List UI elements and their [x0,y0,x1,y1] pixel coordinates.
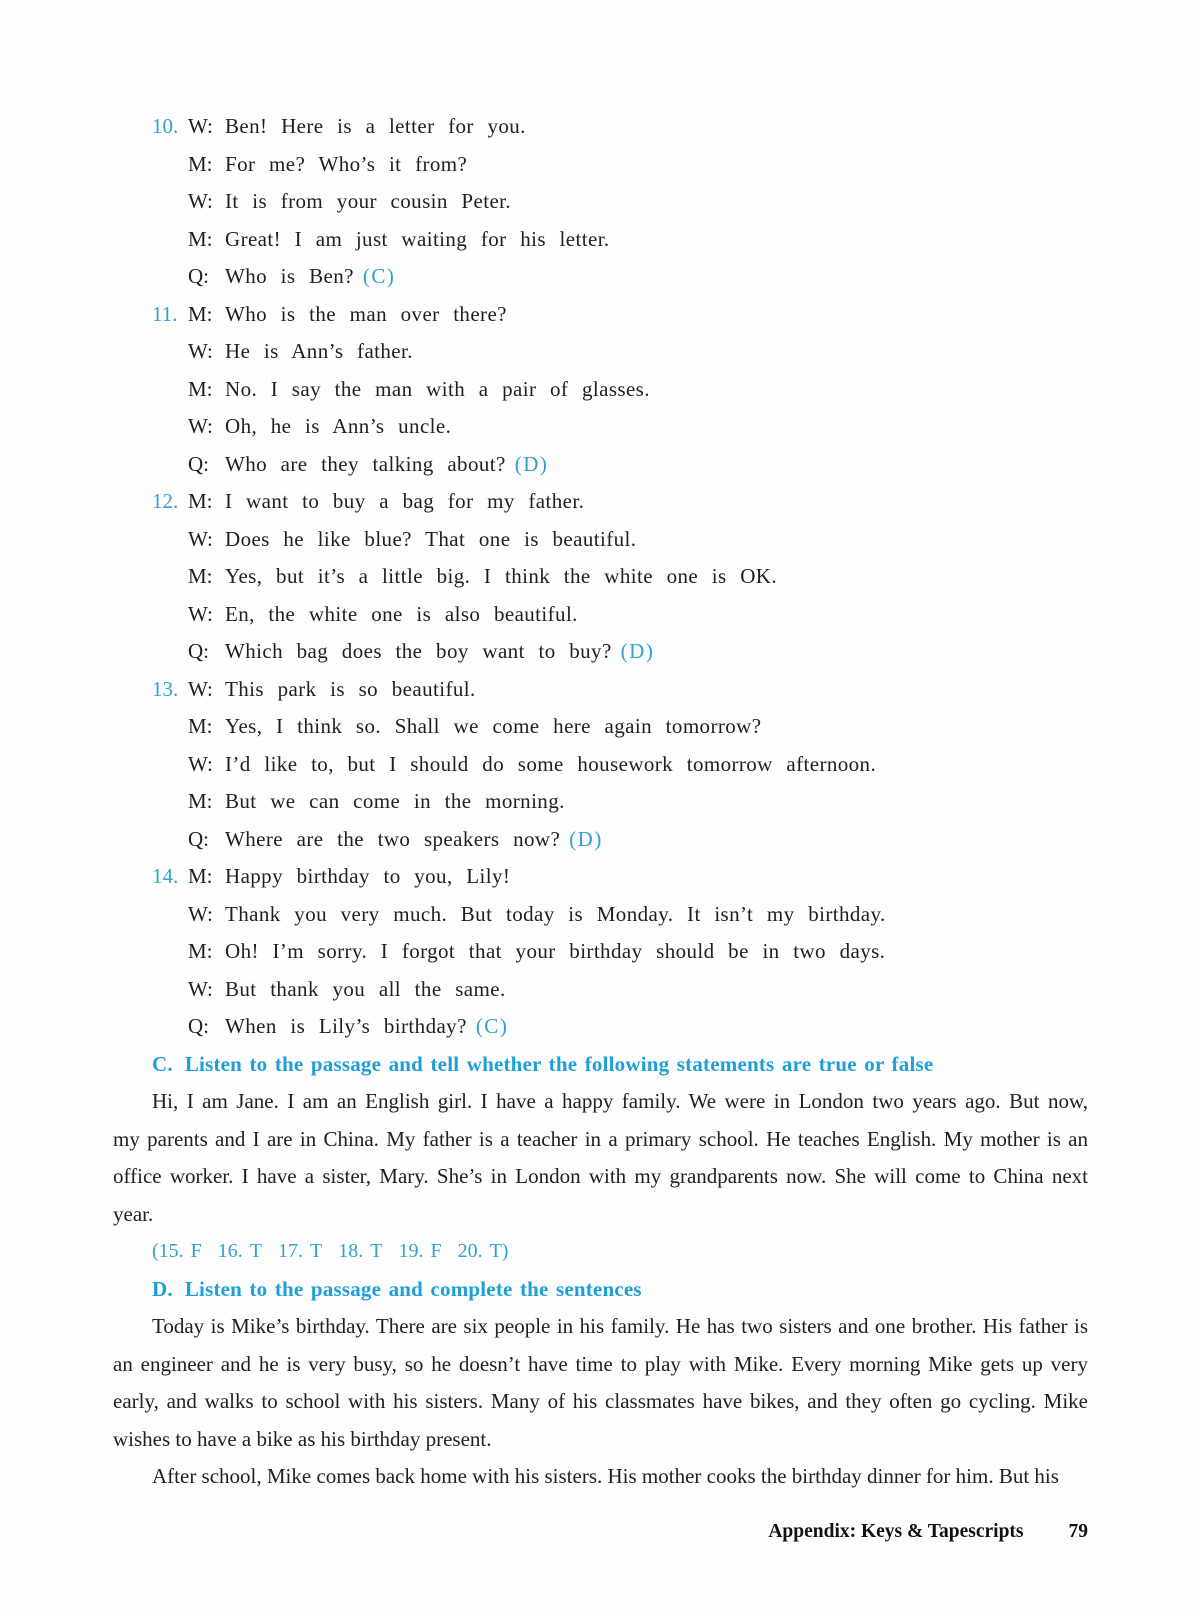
page-footer [768,1521,1088,1543]
dialogue-text: Where are the two speakers now? (D) [225,826,603,851]
dialogue-text: But thank you all the same. [225,976,506,1001]
passage-line: After school, Mike comes back home with his sisters. His mother cooks the birthday dinner for him. But his [152,1464,1059,1488]
dialogue-line [113,296,1088,334]
speaker-label: Q: [188,1014,209,1038]
answer-key-item [458,1240,502,1262]
dialogue-line [113,783,1088,821]
dialogue-text: Oh! I’m sorry. I forgot that your birthday should be in two days. [225,939,886,963]
dialogue-text: For me? Who’s it from? [225,151,468,176]
answer-key-item [398,1240,441,1262]
dialogue-line [113,671,1088,709]
passage-line: Today is Mike’s birthday. There are six people in his family. He has two sisters and one brother. His father is [152,1314,1088,1338]
dialogue-line [113,521,1088,559]
dialogue-line [113,108,1088,146]
speaker-label: W: [188,526,213,551]
section-c-label: C. [152,1051,173,1076]
answer-key-item [338,1240,382,1262]
dialogue-text: But we can come in the morning. [225,789,565,813]
dialogue-item [113,483,1088,671]
passage-c [113,1083,1088,1233]
speaker-label: M: [188,939,213,963]
speaker-label: W: [188,901,213,926]
speaker-label: W: [188,676,213,701]
dialogue-line [113,746,1088,784]
passage-line: Hi, I am Jane. I am an English girl. I have a happy family. We were in London two years ago. But now, [152,1089,1088,1113]
answer-badge: (C) [362,264,396,288]
dialogue-text: It is from your cousin Peter. [225,189,512,213]
speaker-label: W: [188,751,213,776]
speaker-label: W: [188,601,213,626]
dialogue-line [113,258,1088,296]
dialogue-line [113,221,1088,259]
section-d-label: D. [152,1276,173,1301]
footer-label: Appendix: Keys & Tapescripts [768,1521,1024,1542]
close-paren: ) [501,1240,509,1262]
dialogue-line [113,446,1088,484]
passage-line: early, and walks to school with his sisters. Many of his classmates have bikes, and they often go cycling. Mike [113,1389,1088,1413]
speaker-label: W: [188,339,213,363]
dialogue-item [113,108,1088,296]
dialogue-line [113,821,1088,859]
dialogue-item [113,671,1088,859]
answer-badge: (C) [475,1014,509,1038]
dialogues-section [113,108,1088,1046]
speaker-label: M: [188,564,213,588]
speaker-label: Q: [188,639,209,663]
dialogue-line [113,333,1088,371]
dialogue-number: 12. [152,489,179,513]
speaker-label: M: [188,226,213,251]
speaker-label: Q: [188,451,209,476]
dialogue-number: 13. [152,676,179,701]
passage-d-paragraph-1 [113,1308,1088,1458]
dialogue-line [113,633,1088,671]
section-c-heading [113,1046,1088,1084]
section-c-title: Listen to the passage and tell whether the following statements are true or false [184,1051,934,1076]
answer-badge: (D) [620,639,655,663]
dialogue-line [113,858,1088,896]
speaker-label: M: [188,714,213,738]
speaker-label: M: [188,489,213,513]
answer-key-number: 18. [338,1240,364,1262]
answer-key-line [113,1233,1088,1271]
answer-key-number: 19. [398,1240,424,1262]
dialogue-text: Who is Ben? (C) [225,264,396,288]
dialogue-line [113,933,1088,971]
dialogue-line [113,371,1088,409]
passage-line: office worker. I have a sister, Mary. She’s in London with my grandparents now. She will come to China next [113,1164,1088,1188]
dialogue-text: Does he like blue? That one is beautiful. [225,526,637,551]
answer-key-number: 16. [217,1240,243,1262]
passage-line: an engineer and he is very busy, so he doesn’t have time to play with Mike. Every morning Mike gets up very [113,1351,1088,1376]
dialogue-number: 14. [152,864,179,888]
dialogue-line [113,708,1088,746]
dialogue-line [113,558,1088,596]
answer-key-number: 17. [278,1240,304,1262]
speaker-label: W: [188,976,213,1001]
dialogue-text: Oh, he is Ann’s uncle. [225,414,452,438]
dialogue-text: Who is the man over there? [225,301,507,326]
dialogue-text: Yes, but it’s a little big. I think the white one is OK. [225,564,777,588]
answer-key-value: F [430,1240,442,1262]
section-d-heading [113,1271,1088,1309]
speaker-label: W: [188,189,213,213]
dialogue-text: Who are they talking about? (D) [225,451,549,476]
dialogue-text: Which bag does the boy want to buy? (D) [225,639,655,663]
answer-key-value: T [310,1240,323,1262]
speaker-label: Q: [188,826,209,851]
dialogue-line [113,146,1088,184]
dialogue-text: He is Ann’s father. [225,339,413,363]
page-number: 79 [1068,1521,1088,1542]
dialogue-number: 10. [152,114,179,138]
answer-badge: (D) [514,451,549,476]
speaker-label: M: [188,864,213,888]
passage-d-paragraph-2 [113,1458,1088,1496]
dialogue-text: Happy birthday to you, Lily! [225,864,511,888]
dialogue-line [113,971,1088,1009]
answer-key-item [278,1240,322,1262]
dialogue-text: Ben! Here is a letter for you. [225,114,526,138]
passage-line: wishes to have a bike as his birthday present. [113,1426,492,1451]
speaker-label: M: [188,151,213,176]
speaker-label: W: [188,114,213,138]
answer-key-value: T [489,1240,502,1262]
dialogue-text: When is Lily’s birthday? (C) [225,1014,509,1038]
dialogue-line [113,183,1088,221]
passage-line: my parents and I are in China. My father is a teacher in a primary school. He teaches English. My mother is an [113,1126,1088,1151]
dialogue-text: This park is so beautiful. [225,676,476,701]
open-paren: ( [152,1240,159,1262]
dialogue-line [113,596,1088,634]
dialogue-line [113,1008,1088,1046]
passage-line: year. [113,1201,154,1226]
speaker-label: M: [188,789,213,813]
answer-key-value: F [190,1240,202,1262]
speaker-label: M: [188,301,213,326]
answer-key-number: 15. [158,1240,184,1262]
dialogue-line [113,408,1088,446]
dialogue-item [113,858,1088,1046]
dialogue-line [113,896,1088,934]
dialogue-number: 11. [152,301,178,326]
dialogue-text: I want to buy a bag for my father. [225,489,585,513]
section-d-title: Listen to the passage and complete the sentences [184,1276,642,1301]
dialogue-text: Yes, I think so. Shall we come here again tomorrow? [225,714,762,738]
dialogue-text: Great! I am just waiting for his letter. [225,226,610,251]
speaker-label: W: [188,414,213,438]
dialogue-text: En, the white one is also beautiful. [225,601,578,626]
answer-key-item [218,1240,262,1262]
answer-key-value: T [370,1240,383,1262]
speaker-label: M: [188,376,213,401]
answer-badge: (D) [569,826,603,851]
content-column [113,108,1088,1496]
answer-key-item [159,1240,202,1262]
dialogue-text: No. I say the man with a pair of glasses. [225,376,650,401]
dialogue-line [113,483,1088,521]
dialogue-text: Thank you very much. But today is Monday. It isn’t my birthday. [225,901,886,926]
answer-key-value: T [249,1240,263,1262]
dialogue-text: I’d like to, but I should do some housework tomorrow afternoon. [225,751,877,776]
dialogue-item [113,296,1088,484]
answer-key-number: 20. [457,1240,483,1262]
speaker-label: Q: [188,264,209,288]
